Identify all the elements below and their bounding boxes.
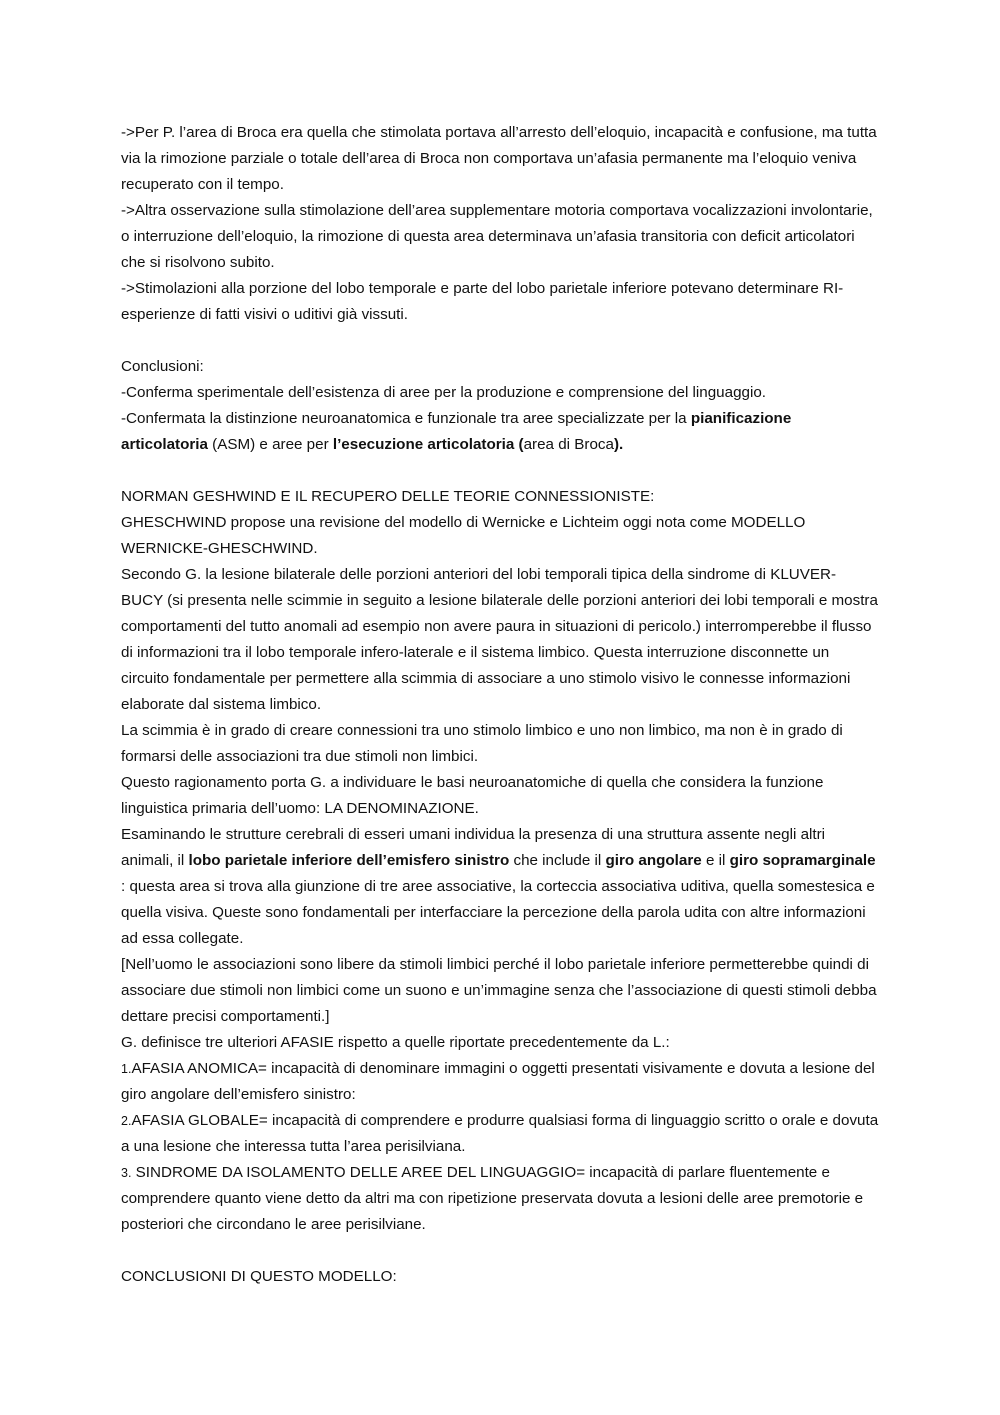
bold-term: giro angolare <box>605 852 702 869</box>
paragraph-temporal-stimulation: ->Stimolazioni alla porzione del lobo temporale e parte del lobo parietale inferiore potevano determinare RI-esperienze di fatti visivi o uditivi già vissuti. <box>121 280 844 323</box>
document-page <box>121 120 881 1290</box>
spacer <box>121 1238 881 1264</box>
paragraph-kluver-bucy: Secondo G. la lesione bilaterale delle porzioni anteriori del lobi temporali tipica della sindrome di KLUVER- BUCY (si presenta nelle scimmie in seguito a lesione bilaterale delle porzioni anteriori dei lobi temporali e mostra comportamenti del tutto anomali ad esempio non avere paura in situazioni di pericolo.) interromperebbe il flusso di informazioni tra il lobo temporale infero-laterale e il sistema limbico. Questa interruzione disconnette un circuito fondamentale per permettere alla scimmia di associare a uno stimolo visivo le connesse informazioni elaborate dal sistema limbico. <box>121 566 878 713</box>
paragraph-parietal-lobe <box>121 822 881 952</box>
paragraph-text: e il <box>701 852 730 869</box>
conclusion-text: area di Broca <box>523 436 614 453</box>
paragraph-text: che include il <box>509 852 606 869</box>
paragraph-asm-stimulation: ->Altra osservazione sulla stimolazione dell’area supplementare motoria comportava vocalizzazioni involontarie, o interruzione dell’eloquio, la rimozione di questa area determinava un’afasia transitoria con deficit articolatori che si risolvono subito. <box>121 202 873 271</box>
paragraph-model: GHESCHWIND propose una revisione del modello di Wernicke e Lichteim oggi nota come MODELLO WERNICKE-GHESCHWIND. <box>121 514 806 557</box>
list-item-afasia-anomica <box>121 1056 881 1108</box>
paragraph-broca-stimulation: ->Per P. l’area di Broca era quella che stimolata portava all’arresto dell’eloquio, incapacità e confusione, ma tutta via la rimozione parziale o totale dell’area di Broca non comportava un’afasia permanente ma l’eloquio veniva recuperato con il tempo. <box>121 124 877 193</box>
bold-term: pianificazione articolatoria <box>121 410 792 453</box>
bold-term: lobo parietale inferiore dell’emisfero sinistro <box>188 852 510 869</box>
conclusion-item-1: -Conferma sperimentale dell’esistenza di aree per la produzione e comprensione del linguaggio. <box>121 384 767 401</box>
paragraph-associations: [Nell’uomo le associazioni sono libere da stimoli limbici perché il lobo parietale inferiore permetterebbe quindi di associare due stimoli non limbici come un suono e un’immagine senza che l’associazione di questi stimoli debba dettare precisi comportamenti.] <box>121 956 877 1025</box>
geshwind-heading: NORMAN GESHWIND E IL RECUPERO DELLE TEORIE CONNESSIONISTE: <box>121 488 655 505</box>
paragraph-denomination: Questo ragionamento porta G. a individuare le basi neuroanatomiche di quella che considera la funzione linguistica primaria dell’uomo: LA DENOMINAZIONE. <box>121 774 824 817</box>
list-number: 1. <box>121 1062 132 1076</box>
list-text: SINDROME DA ISOLAMENTO DELLE AREE DEL LINGUAGGIO= incapacità di parlare fluentemente e comprendere quanto viene detto da altri ma con ripetizione preservata dovuta a lesioni delle aree premotorie e posteriori che circondano le aree perisilviane. <box>121 1164 864 1233</box>
list-text: AFASIA ANOMICA= incapacità di denominare immagini o oggetti presentati visivamente e dovuta a lesione del giro angolare dell’emisfero sinistro: <box>121 1060 875 1103</box>
bold-term: giro sopramarginale <box>729 852 876 869</box>
model-conclusions-heading: CONCLUSIONI DI QUESTO MODELLO: <box>121 1268 397 1285</box>
bold-term: ). <box>613 436 624 453</box>
list-text: AFASIA GLOBALE= incapacità di comprendere e produrre qualsiasi forma di linguaggio scritto o orale e dovuta a una lesione che interessa tutta l’area perisilviana. <box>121 1112 879 1155</box>
list-number: 3. <box>121 1166 132 1180</box>
list-item-afasia-globale <box>121 1108 881 1160</box>
paragraph-monkey: La scimmia è in grado di creare connessioni tra uno stimolo limbico e uno non limbico, ma non è in grado di formarsi delle associazioni tra due stimoli non limbici. <box>121 722 843 765</box>
conclusions-heading: Conclusioni: <box>121 358 204 375</box>
paragraph-text: : questa area si trova alla giunzione di tre aree associative, la corteccia associativa uditiva, quella somestesica e quella visiva. Queste sono fondamentali per interfacciare la percezione della parola udita con altre informazioni ad essa collegate. <box>121 878 875 947</box>
bold-term: l’esecuzione articolatoria ( <box>332 436 524 453</box>
spacer <box>121 328 881 354</box>
paragraph-text: Esaminando le strutture cerebrali di esseri umani individua la presenza di una struttura assente negli altri animali, il <box>121 826 826 869</box>
conclusion-item-2 <box>121 406 881 458</box>
list-number: 2. <box>121 1114 132 1128</box>
conclusion-text: (ASM) e aree per <box>207 436 333 453</box>
list-item-sindrome-isolamento <box>121 1160 881 1238</box>
spacer <box>121 458 881 484</box>
paragraph-afasie-intro: G. definisce tre ulteriori AFASIE rispetto a quelle riportate precedentemente da L.: <box>121 1034 670 1051</box>
conclusion-text: -Confermata la distinzione neuroanatomica e funzionale tra aree specializzate per la <box>121 410 691 427</box>
